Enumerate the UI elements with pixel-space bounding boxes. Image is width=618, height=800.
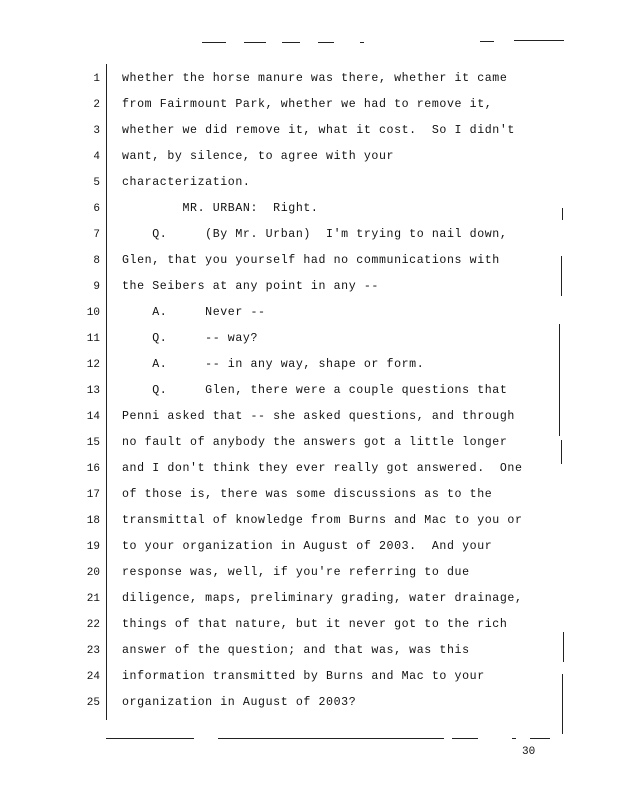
line-number: 1 [93,73,100,85]
line-number: 6 [93,203,100,215]
right-margin-line [562,674,563,734]
line-number: 14 [86,411,100,423]
header-rule [202,42,226,43]
line-number: 22 [86,619,100,631]
line-number: 16 [86,463,100,475]
line-number: 2 [93,99,100,111]
line-number: 25 [86,697,100,709]
transcript-line: no fault of anybody the answers got a little longer [122,436,508,449]
right-margin-line [559,324,560,436]
line-number: 10 [86,307,100,319]
footer-rule [530,738,550,739]
transcript-line: the Seibers at any point in any -- [122,280,379,293]
line-number: 18 [86,515,100,527]
transcript-line: organization in August of 2003? [122,696,357,709]
transcript-line: of those is, there was some discussions as to the [122,488,493,501]
line-number: 15 [86,437,100,449]
transcript-line: whether we did remove it, what it cost. So I didn't [122,124,515,137]
line-number: 21 [86,593,100,605]
line-number: 13 [86,385,100,397]
header-rule [360,42,364,43]
transcript-line: Q. -- way? [122,332,259,345]
header-rule [480,41,494,42]
transcript-line: and I don't think they ever really got answered. One [122,462,523,475]
line-number: 19 [86,541,100,553]
transcript-line: A. -- in any way, shape or form. [122,358,425,371]
transcript-line: characterization. [122,176,251,189]
line-number: 20 [86,567,100,579]
right-margin-line [562,208,563,220]
transcript-line: answer of the question; and that was, was this [122,644,470,657]
line-number: 3 [93,125,100,137]
transcript-line: from Fairmount Park, whether we had to remove it, [122,98,493,111]
header-rule [318,42,334,43]
transcript-line: things of that nature, but it never got to the rich [122,618,508,631]
transcript-line: whether the horse manure was there, whether it came [122,72,508,85]
transcript-line: diligence, maps, preliminary grading, water drainage, [122,592,523,605]
footer-rule [452,738,478,739]
line-number: 5 [93,177,100,189]
header-rule [514,40,564,41]
transcript-line: to your organization in August of 2003. And your [122,540,493,553]
line-number: 11 [86,333,100,345]
transcript-line: response was, well, if you're referring to due [122,566,470,579]
page-number: 30 [522,746,536,758]
transcript-line: A. Never -- [122,306,266,319]
transcript-line: Q. (By Mr. Urban) I'm trying to nail down, [122,228,508,241]
right-margin-line [561,440,562,464]
transcript-line: MR. URBAN: Right. [122,202,319,215]
line-number: 4 [93,151,100,163]
footer-rule [512,738,516,739]
line-number: 7 [93,229,100,241]
transcript-line: Penni asked that -- she asked questions, and through [122,410,515,423]
right-margin-line [561,256,562,296]
line-number: 9 [93,281,100,293]
line-number: 24 [86,671,100,683]
left-margin-line [106,64,107,720]
transcript-line: Glen, that you yourself had no communications with [122,254,500,267]
transcript-line: information transmitted by Burns and Mac to your [122,670,485,683]
transcript-line: Q. Glen, there were a couple questions that [122,384,508,397]
header-rule [244,42,266,43]
transcript-line: transmittal of knowledge from Burns and Mac to you or [122,514,523,527]
line-number: 12 [86,359,100,371]
header-rule [282,42,300,43]
transcript-line: want, by silence, to agree with your [122,150,395,163]
line-number: 23 [86,645,100,657]
footer-rule [106,738,194,739]
line-number: 17 [86,489,100,501]
footer-rule [218,738,444,739]
line-number: 8 [93,255,100,267]
right-margin-line [563,632,564,662]
